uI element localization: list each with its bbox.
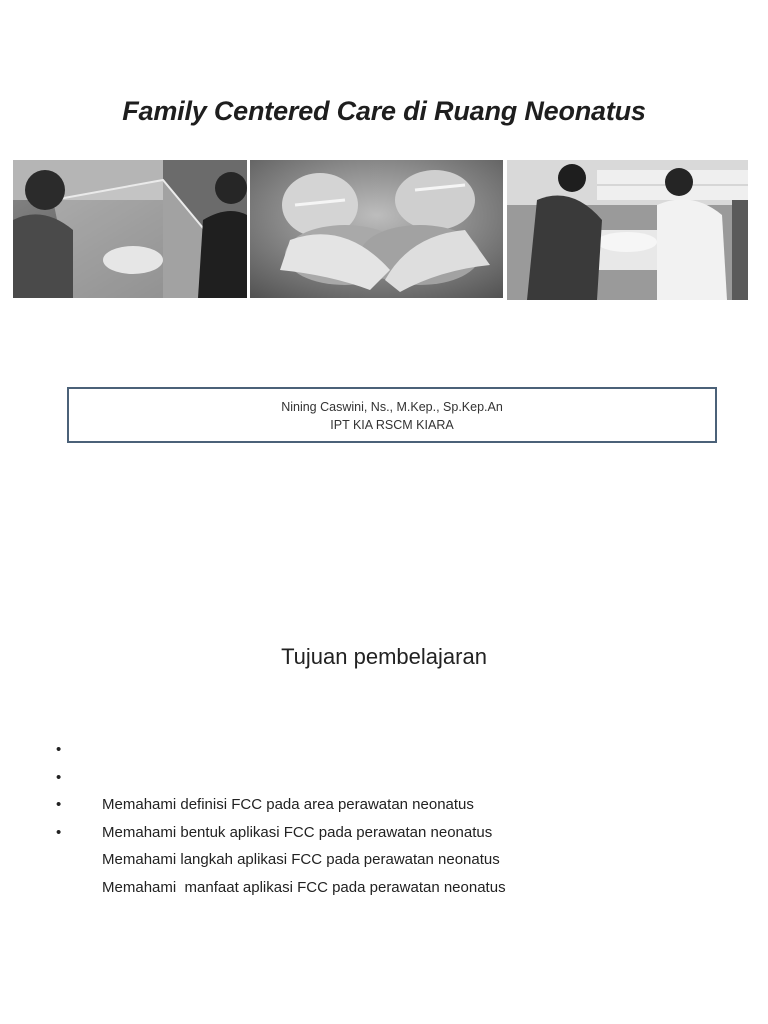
bullet-icon: • <box>56 796 62 813</box>
objective-text: Memahami bentuk aplikasi FCC pada perawatan neonatus <box>102 823 493 841</box>
bullet-icon: • <box>56 768 62 786</box>
incubator-nurse-photo <box>13 160 247 298</box>
objective-text: Memahami manfaat aplikasi FCC pada perawatan neonatus <box>102 878 506 896</box>
objective-text: Memahami langkah aplikasi FCC pada perawatan neonatus <box>102 851 500 868</box>
title-slide <box>0 0 768 470</box>
caregivers-at-bedside-photo <box>507 160 748 300</box>
bullet-icon: • <box>56 823 62 841</box>
list-item <box>56 736 506 813</box>
author-box <box>67 387 717 443</box>
author-affiliation: IPT KIA RSCM KIARA <box>330 418 454 432</box>
objectives-list <box>56 736 506 896</box>
objectives-slide <box>0 600 768 900</box>
hands-on-infants-photo <box>250 160 503 298</box>
objectives-heading: Tujuan pembelajaran <box>281 644 487 669</box>
bullet-icon: • <box>56 741 62 758</box>
author-name: Nining Caswini, Ns., M.Kep., Sp.Kep.An <box>281 400 503 414</box>
objective-text: Memahami definisi FCC pada area perawatan neonatus <box>102 796 474 813</box>
slide-title: Family Centered Care di Ruang Neonatus <box>122 96 646 126</box>
